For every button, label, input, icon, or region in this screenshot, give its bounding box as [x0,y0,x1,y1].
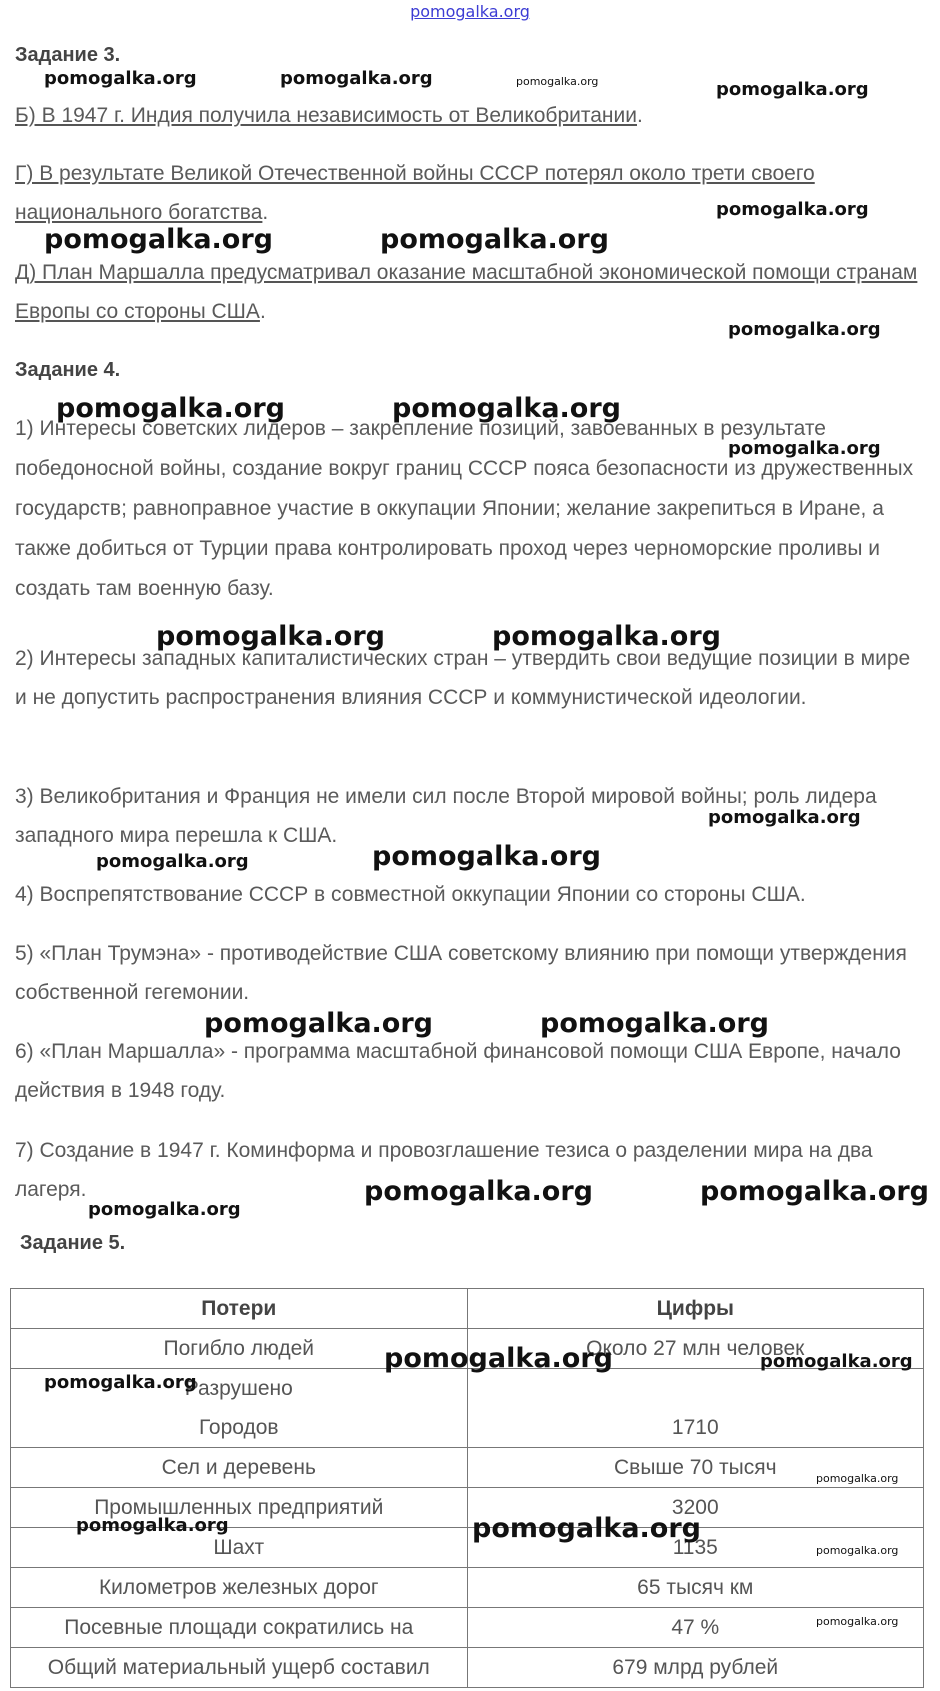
task4-heading: Задание 4. [15,359,121,381]
table-cell: Свыше 70 тысяч [467,1448,923,1488]
watermark-overlay: pomogalka.org [708,807,861,828]
table-header-row [11,1289,924,1329]
watermark-overlay: pomogalka.org [44,1372,197,1393]
watermark-overlay: pomogalka.org [384,1343,613,1374]
watermark-overlay: pomogalka.org [88,1199,241,1220]
task4-item-2: 2) Интересы западных капиталистических стран – утвердить свои ведущие позиции в мире и не допустить распространения влияния СССР и коммунистической идеологии. [15,647,911,709]
column-header-losses: Потери [11,1289,468,1329]
table-cell: Шахт [11,1528,468,1568]
watermark-overlay: pomogalka.org [392,393,621,424]
table-cell: Промышленных предприятий [11,1488,468,1528]
task3-heading: Задание 3. [15,44,121,66]
watermark-overlay: pomogalka.org [44,224,273,255]
watermark-overlay: pomogalka.org [492,621,721,652]
table-cell: 47 % [467,1608,923,1648]
table-subcell [468,1369,923,1408]
watermark-overlay: pomogalka.org [472,1513,701,1544]
watermark-overlay: pomogalka.org [280,68,433,89]
watermark-overlay: pomogalka.org [56,393,285,424]
task4-item-6: 6) «План Маршалла» - программа масштабной финансовой помощи США Европе, начало действия в 1948 году. [15,1040,901,1102]
table-row [11,1448,924,1488]
table-cell: 3200 [467,1488,923,1528]
watermark-overlay: pomogalka.org [156,621,385,652]
watermark-overlay: pomogalka.org [716,199,869,220]
table-cell: 679 млрд рублей [467,1648,923,1688]
task3-item-g: Г) В результате Великой Отечественной войны СССР потерял около трети своего национального богатства. [15,162,815,224]
watermark-overlay: pomogalka.org [76,1515,229,1536]
table-cell: Сел и деревень [11,1448,468,1488]
task4-item-4: 4) Воспрепятствование СССР в совместной оккупации Японии со стороны США. [15,883,806,906]
watermark-overlay: pomogalka.org [816,1544,899,1557]
watermark-overlay: pomogalka.org [204,1008,433,1039]
watermark-overlay: pomogalka.org [816,1615,899,1628]
table-row [11,1568,924,1608]
watermark-overlay: pomogalka.org [44,68,197,89]
task3-item-d: Д) План Маршалла предусматривал оказание масштабной экономической помощи странам Европы со стороны США. [15,261,918,323]
table-cell: Около 27 млн человек [467,1329,923,1369]
watermark-overlay: pomogalka.org [760,1351,913,1372]
watermark-overlay: pomogalka.org [372,841,601,872]
watermark-overlay: pomogalka.org [364,1176,593,1207]
task5-heading: Задание 5. [20,1232,126,1254]
watermark-header[interactable]: pomogalka.org [410,2,530,21]
watermark-overlay: pomogalka.org [716,79,869,100]
task4-item-3: 3) Великобритания и Франция не имели сил после Второй мировой войны; роль лидера западного мира перешла к США. [15,785,877,847]
watermark-overlay: pomogalka.org [516,75,599,88]
task4-item-7: 7) Создание в 1947 г. Коминформа и провозглашение тезиса о разделении мира на два лагеря. [15,1139,873,1201]
watermark-overlay: pomogalka.org [380,224,609,255]
watermark-overlay: pomogalka.org [728,319,881,340]
table-row [11,1608,924,1648]
table-cell: 1135 [467,1528,923,1568]
table-subcell: Разрушено [184,1377,293,1400]
watermark-overlay: pomogalka.org [728,438,881,459]
column-header-figures: Цифры [467,1289,923,1329]
watermark-overlay: pomogalka.org [816,1472,899,1485]
table-cell: Общий материальный ущерб составил [11,1648,468,1688]
watermark-overlay: pomogalka.org [96,851,249,872]
table-subcell: Городов [198,1416,279,1439]
table-cell: Километров железных дорог [11,1568,468,1608]
task3-item-b: Б) В 1947 г. Индия получила независимость от Великобритании. [15,104,643,127]
table-cell: 65 тысяч км [467,1568,923,1608]
task4-item-1: 1) Интересы советских лидеров – закрепление позиций, завоеванных в результате победоносной войны, создание вокруг границ СССР пояса безопасности из дружественных государств; равноправное участие в оккупации Японии; желание закрепиться в Иране, а также добиться от Турции права контролировать проход через черноморские проливы и создать там военную базу. [15,417,914,600]
task4-item-5: 5) «План Трумэна» - противодействие США советскому влиянию при помощи утверждения собственной гегемонии. [15,942,907,1004]
table-subcell: 1710 [671,1416,719,1439]
watermark-overlay: pomogalka.org [540,1008,769,1039]
watermark-overlay: pomogalka.org [700,1176,929,1207]
table-row [11,1648,924,1688]
table-cell: Погибло людей [11,1329,468,1369]
table-cell [467,1369,923,1448]
table-cell: Посевные площади сократились на [11,1608,468,1648]
